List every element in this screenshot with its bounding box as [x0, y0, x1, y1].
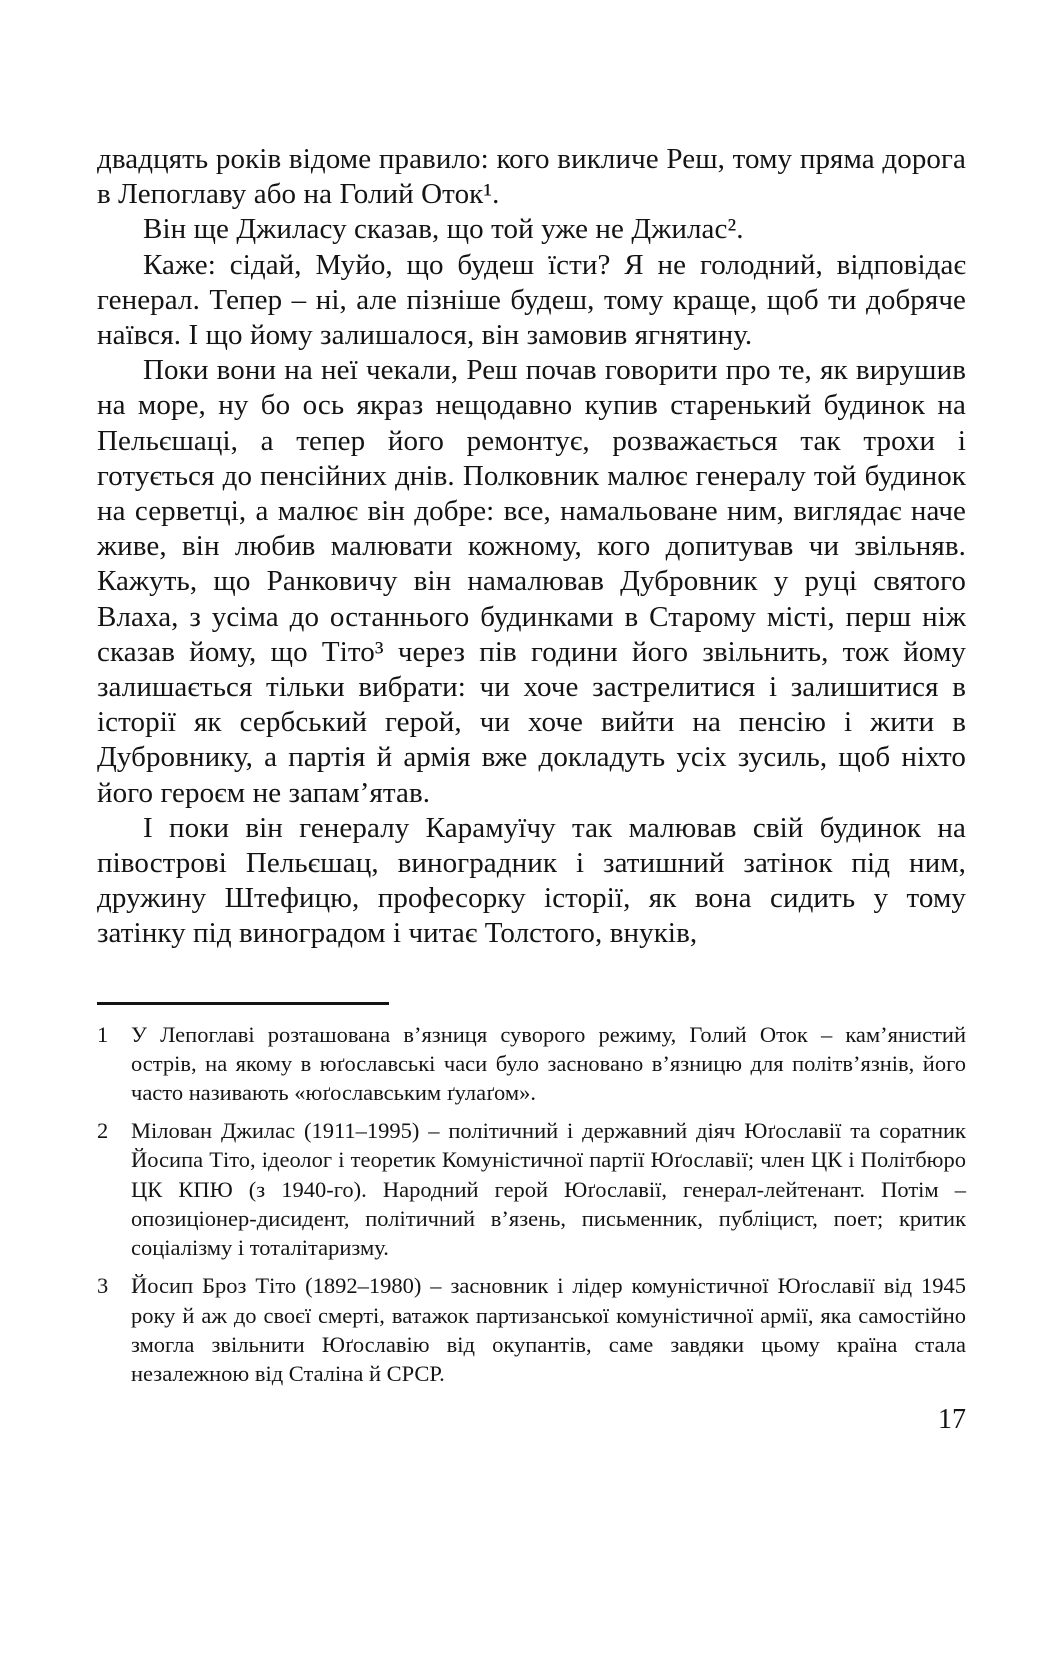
paragraph: І поки він генералу Карамуїчу так малював свій будинок на півострові Пельєшац, виноградник і затишний затінок під ним, дружину Штефицю, професорку історії, як вона сидить у тому затінку під виноградом і читає Толстого, внуків, [97, 811, 966, 950]
footnote [97, 1271, 966, 1388]
paragraph: Поки вони на неї чекали, Реш почав говорити про те, як вирушив на море, ну бо ось якраз нещодавно купив старенький будинок на Пельєшаці, а тепер його ремонтує, розважається так трохи і готується до пенсійних днів. Полковник малює генералу той будинок на серветці, а малює він добре: все, намальоване ним, виглядає наче живе, він любив малювати кожному, кого допитував чи звільняв. Кажуть, що Ранковичу він намалював Дубровник у руці святого Влаха, з усіма до останнього будинками в Старому місті, перш ніж сказав йому, що Тіто³ через пів години його звільнить, тож йому залишається тільки вибрати: чи хоче застрелитися і залишитися в історії як сербський герой, чи хоче вийти на пенсію і жити в Дубровнику, а партія й армія вже докладуть усіх зусиль, щоб ніхто його героєм не запам’ятав. [97, 354, 966, 809]
paragraph: Каже: сідай, Муйо, що будеш їсти? Я не голодний, відповідає генерал. Тепер – ні, але пізніше будеш, тому краще, щоб ти добряче наївся. І що йому залишалося, він замовив ягнятину. [97, 248, 966, 352]
footnote-text: Йосип Броз Тіто (1892–1980) – засновник і лідер комуністичної Юґославії від 1945 року й аж до своєї смерті, ватажок партизанської комуністичної армії, яка самостійно змогла звільнити Юґославію від окупантів, саме завдяки цьому країна стала незалежною від Сталіна й СРСР. [131, 1273, 966, 1386]
footnote-number: 1 [97, 1021, 109, 1047]
footnote-number: 2 [97, 1118, 109, 1144]
footnote [97, 1020, 966, 1108]
footnote-number: 3 [97, 1273, 109, 1299]
paragraph: Він ще Джиласу сказав, що той уже не Джилас². [143, 213, 744, 246]
footnote [97, 1116, 966, 1262]
footnote-text: Мілован Джилас (1911–1995) – політичний і державний діяч Юґославії та соратник Йосипа Тіто, ідеолог і теоретик Комуністичної партії Юґославії; член ЦК і Політбюро ЦК КПЮ (з 1940-го). Народний герой Юґославії, генерал-лейтенант. Потім – опозиціонер-дисидент, політичний в’язень, письменник, публіцист, поет; критик соціалізму і тоталітаризму. [131, 1118, 966, 1261]
main-text [97, 142, 966, 952]
paragraph-continuation: двадцять років відоме правило: кого викличе Реш, тому пряма дорога в Лепоглаву або на Голий Оток¹. [97, 143, 966, 211]
footnote-separator-rule [97, 1002, 389, 1005]
footnotes-section [97, 1020, 966, 1388]
page-number: 17 [938, 1404, 966, 1435]
footnote-text: У Лепоглаві розташована в’язниця суворого режиму, Голий Оток – кам’янистий острів, на якому в юґославські часи було засновано в’язницю для політв’язнів, його часто називають «юґославським ґулаґом». [131, 1021, 966, 1106]
